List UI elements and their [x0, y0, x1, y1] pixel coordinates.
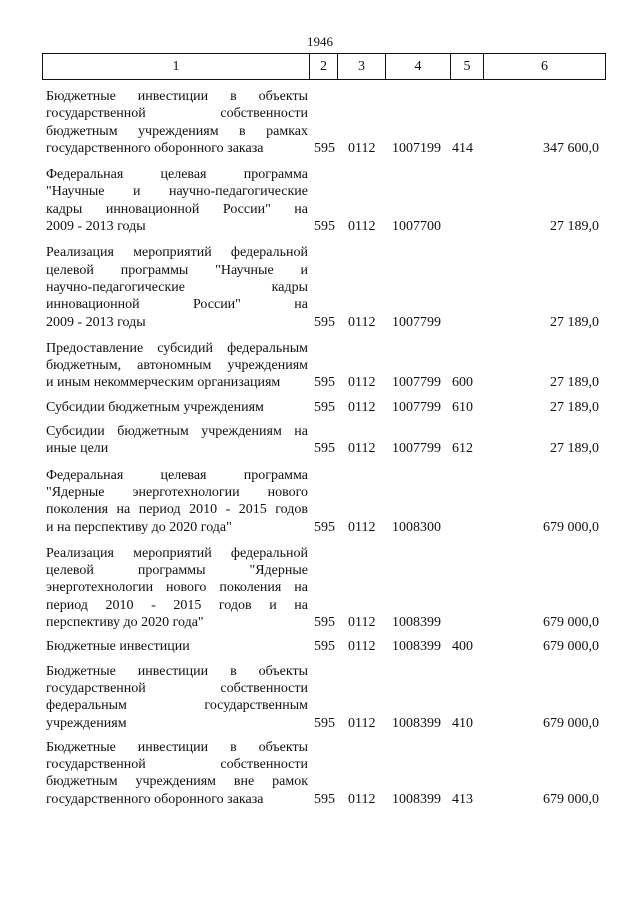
row-name	[46, 399, 308, 416]
row-gr: 595	[314, 375, 335, 391]
row-sum: 679 000,0	[543, 715, 599, 731]
row-cs: 1008399	[392, 791, 441, 807]
row-name-line: государственного оборонного заказа	[46, 791, 264, 807]
row-vr: 612	[452, 441, 473, 457]
row-name	[46, 423, 308, 458]
row-vr: 414	[452, 140, 473, 156]
table-row	[0, 545, 640, 631]
row-sum: 679 000,0	[543, 791, 599, 807]
row-sum: 27 189,0	[550, 314, 599, 330]
row-name-line: государственной собственности	[46, 757, 308, 773]
row-gr: 595	[314, 791, 335, 807]
row-rz: 0112	[348, 791, 376, 807]
row-name-line: перспективу до 2020 года"	[46, 615, 204, 631]
row-vr: 610	[452, 399, 473, 415]
table-row	[0, 423, 640, 458]
row-name-line: Предоставление субсидий федеральным	[46, 340, 308, 356]
row-name-line: кадры инновационной России" на	[46, 201, 308, 217]
row-name-line: государственного оборонного заказа	[46, 140, 264, 156]
row-name-line: "Научные и научно-педагогические	[46, 184, 308, 200]
row-name-line: государственной собственности	[46, 680, 308, 696]
row-cs: 1008300	[392, 519, 441, 535]
row-name-line: период 2010 - 2015 годов и на	[46, 597, 308, 613]
row-gr: 595	[314, 314, 335, 330]
row-rz: 0112	[348, 519, 376, 535]
row-sum: 679 000,0	[543, 519, 599, 535]
row-name-line: иные цели	[46, 441, 109, 457]
row-gr: 595	[314, 715, 335, 731]
row-name	[46, 638, 308, 655]
table-row	[0, 88, 640, 157]
row-gr: 595	[314, 441, 335, 457]
row-name-line: Бюджетные инвестиции	[46, 639, 190, 655]
row-cs: 1007799	[392, 375, 441, 391]
row-name-line: целевой программы "Научные и	[46, 262, 308, 278]
row-name	[46, 739, 308, 808]
row-name-line: Бюджетные инвестиции в объекты	[46, 663, 308, 679]
column-header-rz: 3	[338, 54, 386, 80]
row-rz: 0112	[348, 615, 376, 631]
row-gr: 595	[314, 399, 335, 415]
column-header-sum: 6	[484, 54, 606, 80]
row-vr: 413	[452, 791, 473, 807]
row-name-line: научно-педагогические кадры	[46, 279, 308, 295]
row-vr: 400	[452, 639, 473, 655]
table-row	[0, 340, 640, 392]
row-gr: 595	[314, 639, 335, 655]
column-header-vr: 5	[451, 54, 484, 80]
row-rz: 0112	[348, 639, 376, 655]
row-cs: 1007799	[392, 399, 441, 415]
column-header-gr: 2	[310, 54, 338, 80]
table-row	[0, 166, 640, 235]
row-rz: 0112	[348, 375, 376, 391]
row-cs: 1007700	[392, 219, 441, 235]
table-row	[0, 663, 640, 732]
row-cs: 1008399	[392, 715, 441, 731]
row-cs: 1007799	[392, 314, 441, 330]
row-name-line: бюджетным, автономным учреждениям	[46, 358, 308, 374]
row-cs: 1008399	[392, 639, 441, 655]
table-row	[0, 399, 640, 416]
row-name-line: учреждениям	[46, 715, 127, 731]
row-rz: 0112	[348, 314, 376, 330]
row-gr: 595	[314, 615, 335, 631]
row-name-line: "Ядерные энерготехнологии нового	[46, 484, 308, 500]
row-cs: 1007199	[392, 140, 441, 156]
table-row	[0, 638, 640, 655]
row-name-line: Реализация мероприятий федеральной	[46, 245, 308, 261]
row-sum: 27 189,0	[550, 441, 599, 457]
column-header-name: 1	[43, 54, 310, 80]
column-header-cs: 4	[386, 54, 451, 80]
row-name-line: целевой программы "Ядерные	[46, 563, 308, 579]
table-row	[0, 244, 640, 330]
row-name-line: 2009 - 2013 годы	[46, 314, 146, 330]
row-name-line: 2009 - 2013 годы	[46, 219, 146, 235]
row-rz: 0112	[348, 140, 376, 156]
row-cs: 1007799	[392, 441, 441, 457]
row-name-line: и на перспективу до 2020 года"	[46, 519, 232, 535]
row-cs: 1008399	[392, 615, 441, 631]
row-name-line: бюджетным учреждениям в рамках	[46, 123, 308, 139]
row-name-line: Федеральная целевая программа	[46, 167, 308, 183]
row-name-line: федеральным государственным	[46, 698, 308, 714]
row-rz: 0112	[348, 441, 376, 457]
row-gr: 595	[314, 519, 335, 535]
table-body	[0, 88, 640, 808]
row-name	[46, 340, 308, 392]
row-vr: 600	[452, 375, 473, 391]
row-gr: 595	[314, 219, 335, 235]
row-sum: 27 189,0	[550, 375, 599, 391]
row-rz: 0112	[348, 399, 376, 415]
row-name-line: поколения на период 2010 - 2015 годов	[46, 502, 308, 518]
row-name	[46, 244, 308, 330]
row-name	[46, 467, 308, 536]
row-rz: 0112	[348, 219, 376, 235]
row-name-line: бюджетным учреждениям вне рамок	[46, 774, 308, 790]
row-sum: 27 189,0	[550, 399, 599, 415]
table-header	[42, 53, 606, 80]
row-name-line: Бюджетные инвестиции в объекты	[46, 89, 308, 104]
row-name-line: государственной собственности	[46, 106, 308, 122]
row-gr: 595	[314, 140, 335, 156]
row-name-line: энерготехнологии нового поколения на	[46, 580, 308, 596]
row-name-line: инновационной России" на	[46, 297, 308, 313]
row-name-line: Федеральная целевая программа	[46, 467, 308, 483]
row-sum: 27 189,0	[550, 219, 599, 235]
table-row	[0, 739, 640, 808]
row-name-line: Субсидии бюджетным учреждениям	[46, 399, 264, 415]
row-name	[46, 663, 308, 732]
row-name-line: Реализация мероприятий федеральной	[46, 545, 308, 561]
row-name-line: и иным некоммерческим организациям	[46, 375, 281, 391]
row-sum: 679 000,0	[543, 615, 599, 631]
row-name	[46, 545, 308, 631]
table-row	[0, 467, 640, 536]
page-number: 1946	[307, 34, 333, 49]
row-name-line: Субсидии бюджетным учреждениям на	[46, 424, 308, 440]
row-vr: 410	[452, 715, 473, 731]
row-sum: 347 600,0	[543, 140, 599, 156]
row-rz: 0112	[348, 715, 376, 731]
row-name-line: Бюджетные инвестиции в объекты	[46, 739, 308, 755]
row-sum: 679 000,0	[543, 639, 599, 655]
row-name	[46, 166, 308, 235]
row-name	[46, 88, 308, 157]
